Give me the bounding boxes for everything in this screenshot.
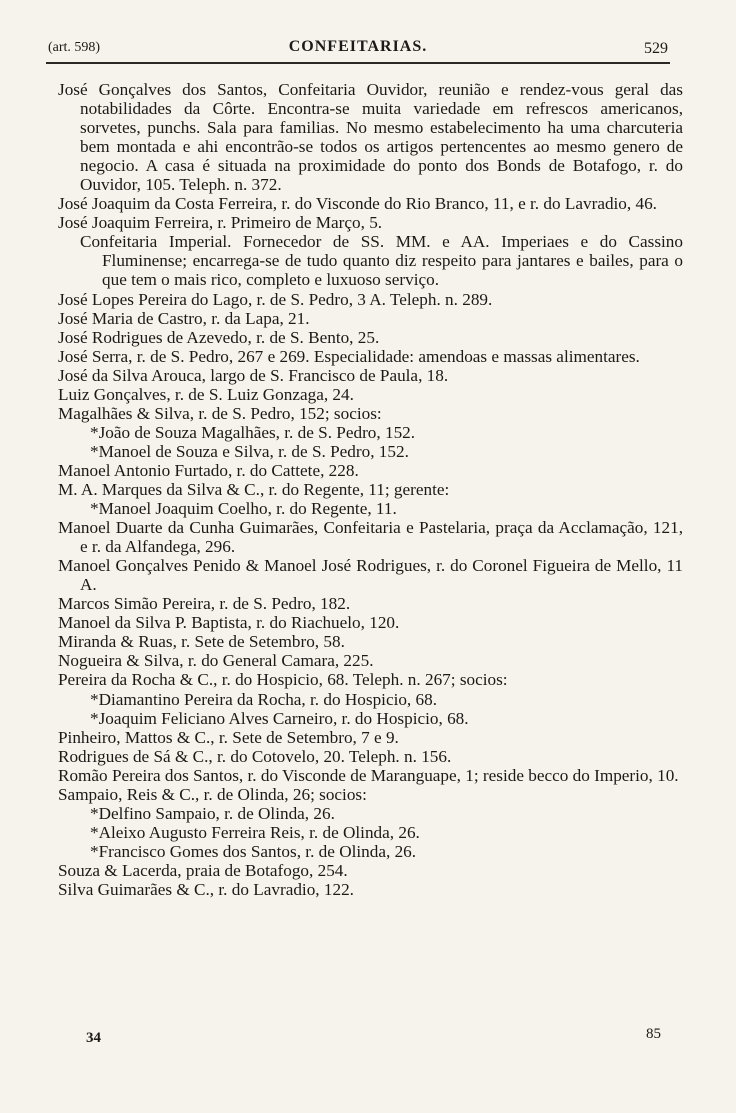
directory-entry: Rodrigues de Sá & C., r. do Cotovelo, 20. Teleph. n. 156. [58, 746, 452, 766]
directory-entry: Silva Guimarães & C., r. do Lavradio, 122. [58, 879, 354, 899]
directory-entry: Manoel Gonçalves Penido & Manoel José Rodrigues, r. do Coronel Figueira de Mello, 11 A. [58, 556, 683, 595]
partner-entry: *Joaquim Feliciano Alves Carneiro, r. do Hospicio, 68. [90, 708, 469, 728]
directory-entry: José Joaquim Ferreira, r. Primeiro de Março, 5. [58, 213, 383, 233]
directory-entry: José Rodrigues de Azevedo, r. de S. Bento, 25. [58, 327, 380, 347]
partner-entry: *Aleixo Augusto Ferreira Reis, r. de Olinda, 26. [90, 822, 420, 842]
directory-entry: Marcos Simão Pereira, r. de S. Pedro, 182. [58, 594, 351, 614]
partner-entry: *Francisco Gomes dos Santos, r. de Olinda, 26. [90, 841, 417, 861]
directory-entry: José Lopes Pereira do Lago, r. de S. Pedro, 3 A. Teleph. n. 289. [58, 289, 493, 309]
directory-entry: Luiz Gonçalves, r. de S. Luiz Gonzaga, 24. [58, 384, 354, 404]
partner-entry: *Diamantino Pereira da Rocha, r. do Hospicio, 68. [90, 689, 438, 709]
partner-entry: *João de Souza Magalhães, r. de S. Pedro, 152. [90, 422, 416, 442]
directory-entry: Miranda & Ruas, r. Sete de Setembro, 58. [58, 632, 345, 652]
directory-entry: José Joaquim da Costa Ferreira, r. do Visconde do Rio Branco, 11, e r. do Lavradio, 46. [58, 194, 657, 214]
sheet-number: 85 [646, 1026, 661, 1042]
signature-mark: 34 [86, 1030, 101, 1046]
page-number: 529 [644, 40, 668, 57]
directory-entry: Manoel da Silva P. Baptista, r. do Riachuelo, 120. [58, 613, 400, 633]
partner-entry: *Delfino Sampaio, r. de Olinda, 26. [90, 803, 335, 823]
directory-entry: José da Silva Arouca, largo de S. Francisco de Paula, 18. [58, 365, 449, 385]
partner-entry: *Manoel de Souza e Silva, r. de S. Pedro, 152. [90, 441, 409, 461]
directory-entry: Nogueira & Silva, r. do General Camara, 225. [58, 651, 374, 671]
directory-entry: Pinheiro, Mattos & C., r. Sete de Setembro, 7 e 9. [58, 727, 399, 747]
directory-entry: José Maria de Castro, r. da Lapa, 21. [58, 308, 310, 328]
directory-entry: Souza & Lacerda, praia de Botafogo, 254. [58, 860, 348, 880]
directory-entry: Sampaio, Reis & C., r. de Olinda, 26; socios: [58, 784, 367, 804]
directory-entry: Manoel Duarte da Cunha Guimarães, Confeitaria e Pastelaria, praça da Acclamação, 121, e r. da Alfandega, 296. [58, 518, 683, 557]
article-reference: (art. 598) [48, 40, 101, 55]
entry-description: Confeitaria Imperial. Fornecedor de SS. MM. e AA. Imperiaes e do Cassino Fluminense; encarrega-se de tudo quanto diz respeito para jantares e bailes, para o que tem o mais rico, completo e luxuoso serviço. [80, 232, 683, 290]
page-title: CONFEITARIAS. [288, 38, 428, 55]
partner-entry: *Manoel Joaquim Coelho, r. do Regente, 11. [90, 499, 397, 519]
directory-entry: M. A. Marques da Silva & C., r. do Regente, 11; gerente: [58, 479, 450, 499]
page-header [46, 32, 670, 64]
directory-entry: Pereira da Rocha & C., r. do Hospicio, 68. Teleph. n. 267; socios: [58, 670, 508, 690]
directory-entry: Manoel Antonio Furtado, r. do Cattete, 228. [58, 460, 359, 480]
directory-entry: Magalhães & Silva, r. de S. Pedro, 152; socios: [58, 403, 382, 423]
entry-list [58, 80, 683, 899]
directory-entry: Romão Pereira dos Santos, r. do Visconde de Maranguape, 1; reside becco do Imperio, 10. [58, 765, 679, 785]
page-footer [0, 1026, 736, 1048]
directory-entry: José Gonçalves dos Santos, Confeitaria Ouvidor, reunião e rendez-vous geral das notabilidades da Côrte. Encontra-se muita variedade em refrescos americanos, sorvetes, punchs. Sala para familias. No mesmo estabelecimento ha uma charcuteria bem montada e ahi encontrão-se todos os artigos pertencentes ao mesmo genero de negocio. A casa é situada na proximidade do ponto dos Bonds de Botafogo, r. do Ouvidor, 105. Teleph. n. 372. [58, 80, 683, 195]
directory-entry: José Serra, r. de S. Pedro, 267 e 269. Especialidade: amendoas e massas alimentares. [58, 346, 640, 366]
